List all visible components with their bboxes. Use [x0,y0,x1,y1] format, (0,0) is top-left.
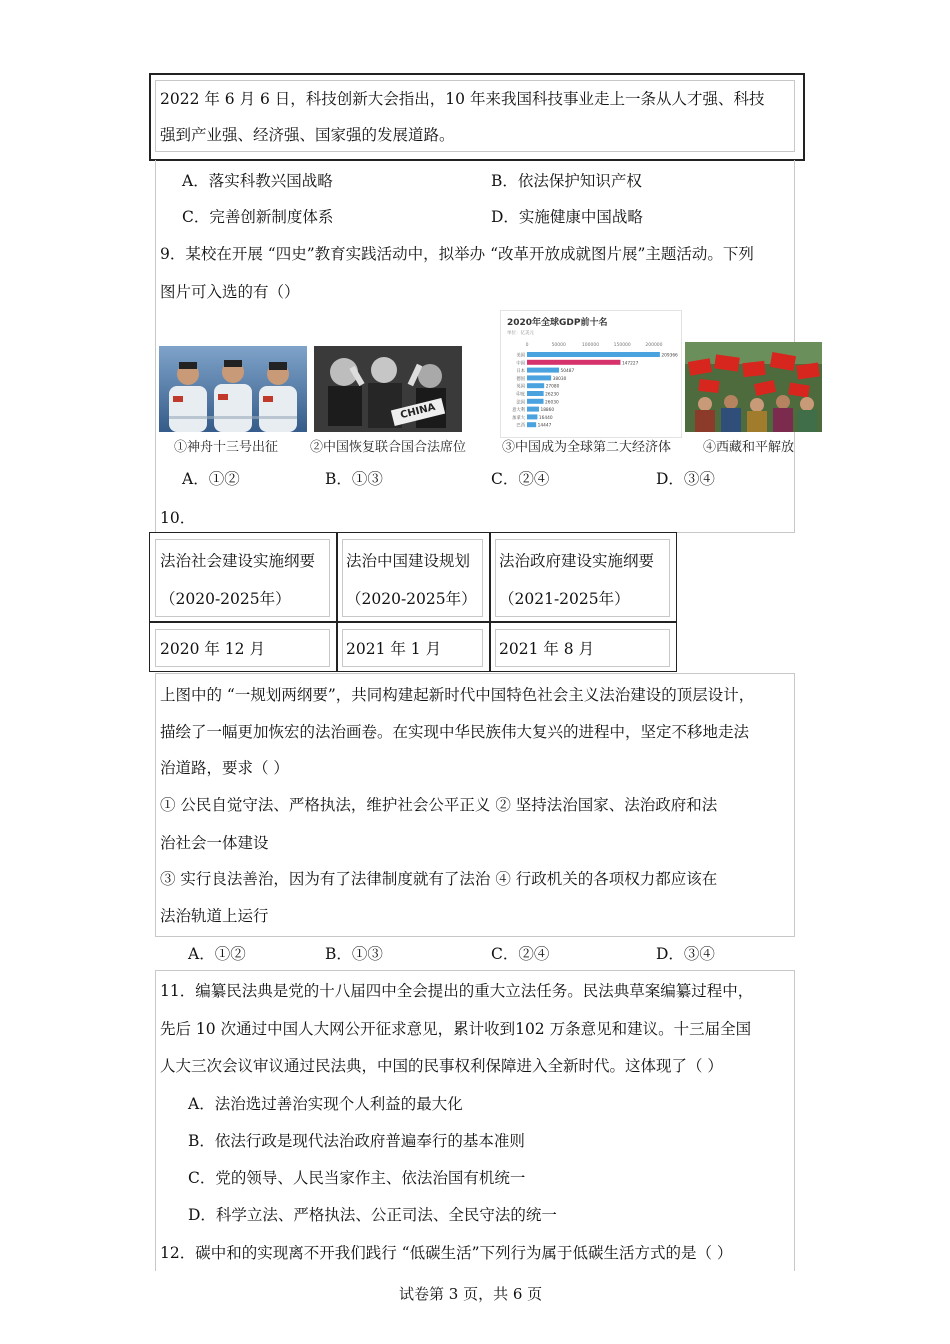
caption-2: ②中国恢复联合国合法席位 [310,440,467,455]
q9-option-c: C．②④ [491,470,550,488]
q10-item-line-2: 治社会一体建设 [160,834,269,852]
gdp-bar-6 [527,399,544,404]
gdp-category-label-7: 意大利 [512,408,525,414]
gdp-category-label-8: 加拿大 [512,415,525,421]
gdp-chart-unit: 单位：亿美元 [507,331,534,336]
gdp-category-label-1: 中国 [516,361,525,367]
gdp-value-label-0: 209366 [661,353,678,359]
q10-table-vline-2 [489,532,491,672]
gdp-x-tick-4: 200000 [645,343,663,348]
gdp-value-label-3: 38030 [552,376,567,382]
gdp-bar-1 [527,360,620,365]
q9-option-d: D．③④ [656,470,715,488]
q10-doc-1-date: 2020 年 12 月 [160,640,265,658]
intro-line-2: 强到产业强、经济强、国家强的发展道路。 [160,126,455,144]
q11-stem-line-2: 先后 10 次通过中国人大网公开征求意见，累计收到102 万条意见和建议。十三届全国 [160,1020,752,1038]
q8-option-d: D．实施健康中国战略 [491,208,643,226]
q10-doc-3-period: （2021-2025年） [499,590,630,608]
gdp-bar-9 [527,422,536,427]
photo-un-seat-restored [314,346,462,432]
q10-doc-2-name: 法治中国建设规划 [346,552,471,570]
photo-tibet-liberation [685,342,822,432]
gdp-category-label-4: 英国 [516,384,525,390]
gdp-value-label-6: 26030 [545,400,559,406]
gdp-x-tick-3: 150000 [613,343,631,348]
gdp-value-label-8: 16440 [538,415,553,421]
q8-option-b: B．依法保护知识产权 [491,172,642,190]
gdp-category-label-5: 印度 [516,392,525,398]
intro-line-1: 2022 年 6 月 6 日，科技创新大会指出，10 年来我国科技事业走上一条从人才强、科技 [160,90,765,108]
q9-stem-line-2: 图片可入选的有（） [160,283,300,301]
q11-option-b: B．依法行政是现代法治政府普遍奉行的基本准则 [188,1132,525,1150]
gdp-value-label-4: 27080 [545,384,560,390]
q11-option-a: A．法治选过善治实现个人利益的最大化 [188,1095,463,1113]
q10-body-line-2: 描绘了一幅更加恢宏的法治画卷。在实现中华民族伟大复兴的进程中，坚定不移地走法 [160,723,750,741]
gdp-bar-8 [527,414,537,419]
q10-body-line-1: 上图中的 “一规划两纲要”，共同构建起新时代中国特色社会主义法治建设的顶层设计， [160,686,755,704]
gdp-value-label-9: 14447 [537,423,552,429]
gdp-category-label-6: 法国 [516,400,525,406]
caption-1: ①神舟十三号出征 [174,440,279,455]
q9-option-b: B．①③ [325,470,383,488]
q10-doc-1-period: （2020-2025年） [160,590,291,608]
q9-stem-line-1: 9．某校在开展 “四史”教育实践活动中，拟举办 “改革开放成就图片展”主题活动。下列 [160,245,754,263]
caption-4: ④西藏和平解放 [703,440,795,455]
q12-stem: 12．碳中和的实现离不开我们践行 “低碳生活”下列行为属于低碳生活方式的是（ ） [160,1244,733,1262]
q10-option-c: C．②④ [491,945,550,963]
gdp-bar-2 [527,368,559,373]
gdp-bar-0 [527,352,660,357]
gdp-category-label-0: 美国 [516,353,525,359]
gdp-bar-4 [527,383,544,388]
gdp-value-label-5: 26230 [545,392,559,398]
q10-table-vline-1 [336,532,338,672]
q11-stem-line-1: 11．编纂民法典是党的十八届四中全会提出的重大立法任务。民法典草案编纂过程中， [160,982,754,1000]
q10-doc-1-name: 法治社会建设实施纲要 [160,552,316,570]
photo-shenzhou-13-astronauts [159,346,307,432]
q10-doc-2-period: （2020-2025年） [346,590,477,608]
gdp-category-label-9: 巴西 [516,423,525,429]
q9-option-a: A．①② [182,470,240,488]
q10-option-a: A．①② [188,945,246,963]
q10-option-d: D．③④ [656,945,715,963]
q10-item-line-3: ③ 实行良法善治，因为有了法律制度就有了法治 ④ 行政机关的各项权力都应该在 [160,870,718,888]
caption-3: ③中国成为全球第二大经济体 [502,440,672,455]
gdp-chart-svg [501,311,681,437]
gdp-value-label-1: 147227 [621,361,639,367]
gdp-category-label-3: 德国 [516,376,525,382]
gdp-bar-7 [527,407,539,412]
q10-item-line-4: 法治轨道上运行 [160,907,269,925]
q10-item-line-1: ① 公民自觉守法、严格执法，维护社会公平正义 ② 坚持法治国家、法治政府和法 [160,796,718,814]
q10-body-line-3: 治道路，要求（ ） [160,759,289,777]
gdp-x-tick-0: 0 [525,343,529,348]
gdp-value-label-7: 18860 [540,408,555,414]
page-footer: 试卷第 3 页，共 6 页 [399,1285,543,1303]
q11-option-c: C．党的领导、人民当家作主、依法治国有机统一 [188,1169,526,1187]
q10-option-b: B．①③ [325,945,383,963]
q10-doc-3-name: 法治政府建设实施纲要 [499,552,655,570]
q8-option-a: A．落实科教兴国战略 [182,172,333,190]
q10-table-hline [149,621,677,623]
q10-doc-3-date: 2021 年 8 月 [499,640,595,658]
gdp-bar-3 [527,375,551,380]
gdp-category-label-2: 日本 [516,369,525,375]
gdp-chart [500,310,682,438]
photo-un-china-sign: CHINA [391,398,445,426]
q10-doc-2-date: 2021 年 1 月 [346,640,442,658]
q11-stem-line-3: 人大三次会议审议通过民法典，中国的民事权利保障进入全新时代。这体现了（ ） [160,1057,723,1075]
gdp-value-label-2: 50487 [560,369,575,375]
gdp-x-tick-2: 100000 [581,343,600,348]
q11-option-d: D．科学立法、严格执法、公正司法、全民守法的统一 [188,1206,557,1224]
q10-number: 10． [160,509,196,527]
q8-option-c: C．完善创新制度体系 [182,208,334,226]
gdp-chart-title: 2020年全球GDP前十名 [507,318,608,328]
gdp-x-tick-1: 50000 [551,343,566,348]
gdp-bar-5 [527,391,544,396]
